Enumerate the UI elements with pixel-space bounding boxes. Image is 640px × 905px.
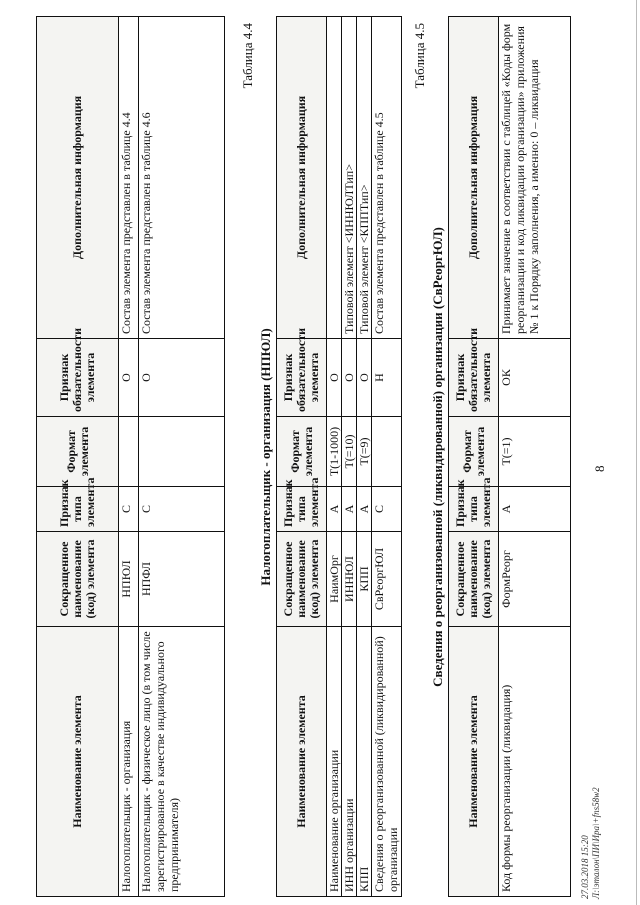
header-name: Наименование элемента [37,627,119,897]
page-number: 8 [592,465,607,472]
cell-type: С [372,487,402,532]
header-info: Дополнительная информация [37,17,119,339]
cell-name: Код формы реорганизации (ликвидация) [499,627,571,897]
table-row [119,17,139,897]
cell-name: КПП [357,627,372,897]
table-row [342,17,357,897]
cell-name: Сведения о реорганизованной (ликвидированной) организации [372,627,402,897]
cell-info: Состав элемента представлен в таблице 4.5 [372,17,402,339]
header-required: Признак обязательности элемента [449,339,499,417]
cell-format: T(=10) [342,417,357,487]
cell-type: С [139,487,225,532]
cell-code: КПП [357,532,372,627]
cell-type: А [342,487,357,532]
table-continuation [36,16,225,897]
header-info: Дополнительная информация [277,17,327,339]
cell-name: ИНН организации [342,627,357,897]
header-type: Признак типа элемента [37,487,119,532]
table-header-row [277,17,327,897]
cell-format [139,417,225,487]
header-type: Признак типа элемента [449,487,499,532]
table-4-5-title: Сведения о реорганизованной (ликвидированной) организации (СвРеоргЮЛ) [430,227,445,687]
header-code: Сокращенное наименование (код) элемента [37,532,119,627]
cell-code: ИННЮЛ [342,532,357,627]
cell-name: Наименование организации [327,627,342,897]
cell-format: T(=1) [499,417,571,487]
header-name: Наименование элемента [449,627,499,897]
table-4-5 [448,16,571,897]
cell-code: СвРеоргЮЛ [372,532,402,627]
table-row [139,17,225,897]
cell-required: О [327,339,342,417]
header-required: Признак обязательности элемента [37,339,119,417]
cell-info [327,17,342,339]
cell-name: Налогоплательщик - физическое лицо (в том числе зарегистрированное в качестве индивидуального предпринимателя) [139,627,225,897]
header-required: Признак обязательности элемента [277,339,327,417]
cell-required: О [119,339,139,417]
cell-code: НаимОрг [327,532,342,627]
table-4-4 [276,16,402,897]
header-info: Дополнительная информация [449,17,499,339]
header-format: Формат элемента [37,417,119,487]
print-footer [580,787,602,899]
table-4-4-title: Налогоплательщик - организация (НПЮЛ) [258,328,273,586]
table-header-row [449,17,499,897]
cell-required: О [342,339,357,417]
cell-info: Состав элемента представлен в таблице 4.6 [139,17,225,339]
cell-name: Налогоплательщик - организация [119,627,139,897]
table-row [499,17,571,897]
cell-code: ФормРеорг [499,532,571,627]
cell-code: НПЮЛ [119,532,139,627]
cell-info: Принимает значение в соответствии с таблицей «Коды форм реорганизации и код ликвидации организации» приложения № 1 к Порядку заполнения, а именно: 0 – ликвидация [499,17,571,339]
header-code: Сокращенное наименование (код) элемента [449,532,499,627]
table-row [372,17,402,897]
cell-type: А [357,487,372,532]
cell-format: T(1-1000) [327,417,342,487]
cell-required: О [357,339,372,417]
table-4-5-label: Таблица 4.5 [412,23,427,89]
cell-info: Типовой элемент <КППТип> [357,17,372,339]
cell-required: О [139,339,225,417]
header-format: Формат элемента [277,417,327,487]
header-type: Признак типа элемента [277,487,327,532]
page-edge-line [636,0,637,905]
footer-timestamp: 27.03.2018 15:20 [580,835,590,899]
table-row [327,17,342,897]
cell-format [372,417,402,487]
footer-file-path: Л:\эталон\ПИ\Ира\+fns58w2 [591,787,601,899]
cell-info: Состав элемента представлен в таблице 4.4 [119,17,139,339]
header-name: Наименование элемента [277,627,327,897]
cell-type: А [499,487,571,532]
table-4-4-label: Таблица 4.4 [240,23,255,89]
cell-format [119,417,139,487]
cell-info: Типовой элемент <ИННЮЛТип> [342,17,357,339]
cell-code: НПФЛ [139,532,225,627]
cell-type: С [119,487,139,532]
table-header-row [37,17,119,897]
header-format: Формат элемента [449,417,499,487]
cell-format: T(=9) [357,417,372,487]
header-code: Сокращенное наименование (код) элемента [277,532,327,627]
cell-required: Н [372,339,402,417]
cell-required: ОК [499,339,571,417]
table-row [357,17,372,897]
cell-type: А [327,487,342,532]
